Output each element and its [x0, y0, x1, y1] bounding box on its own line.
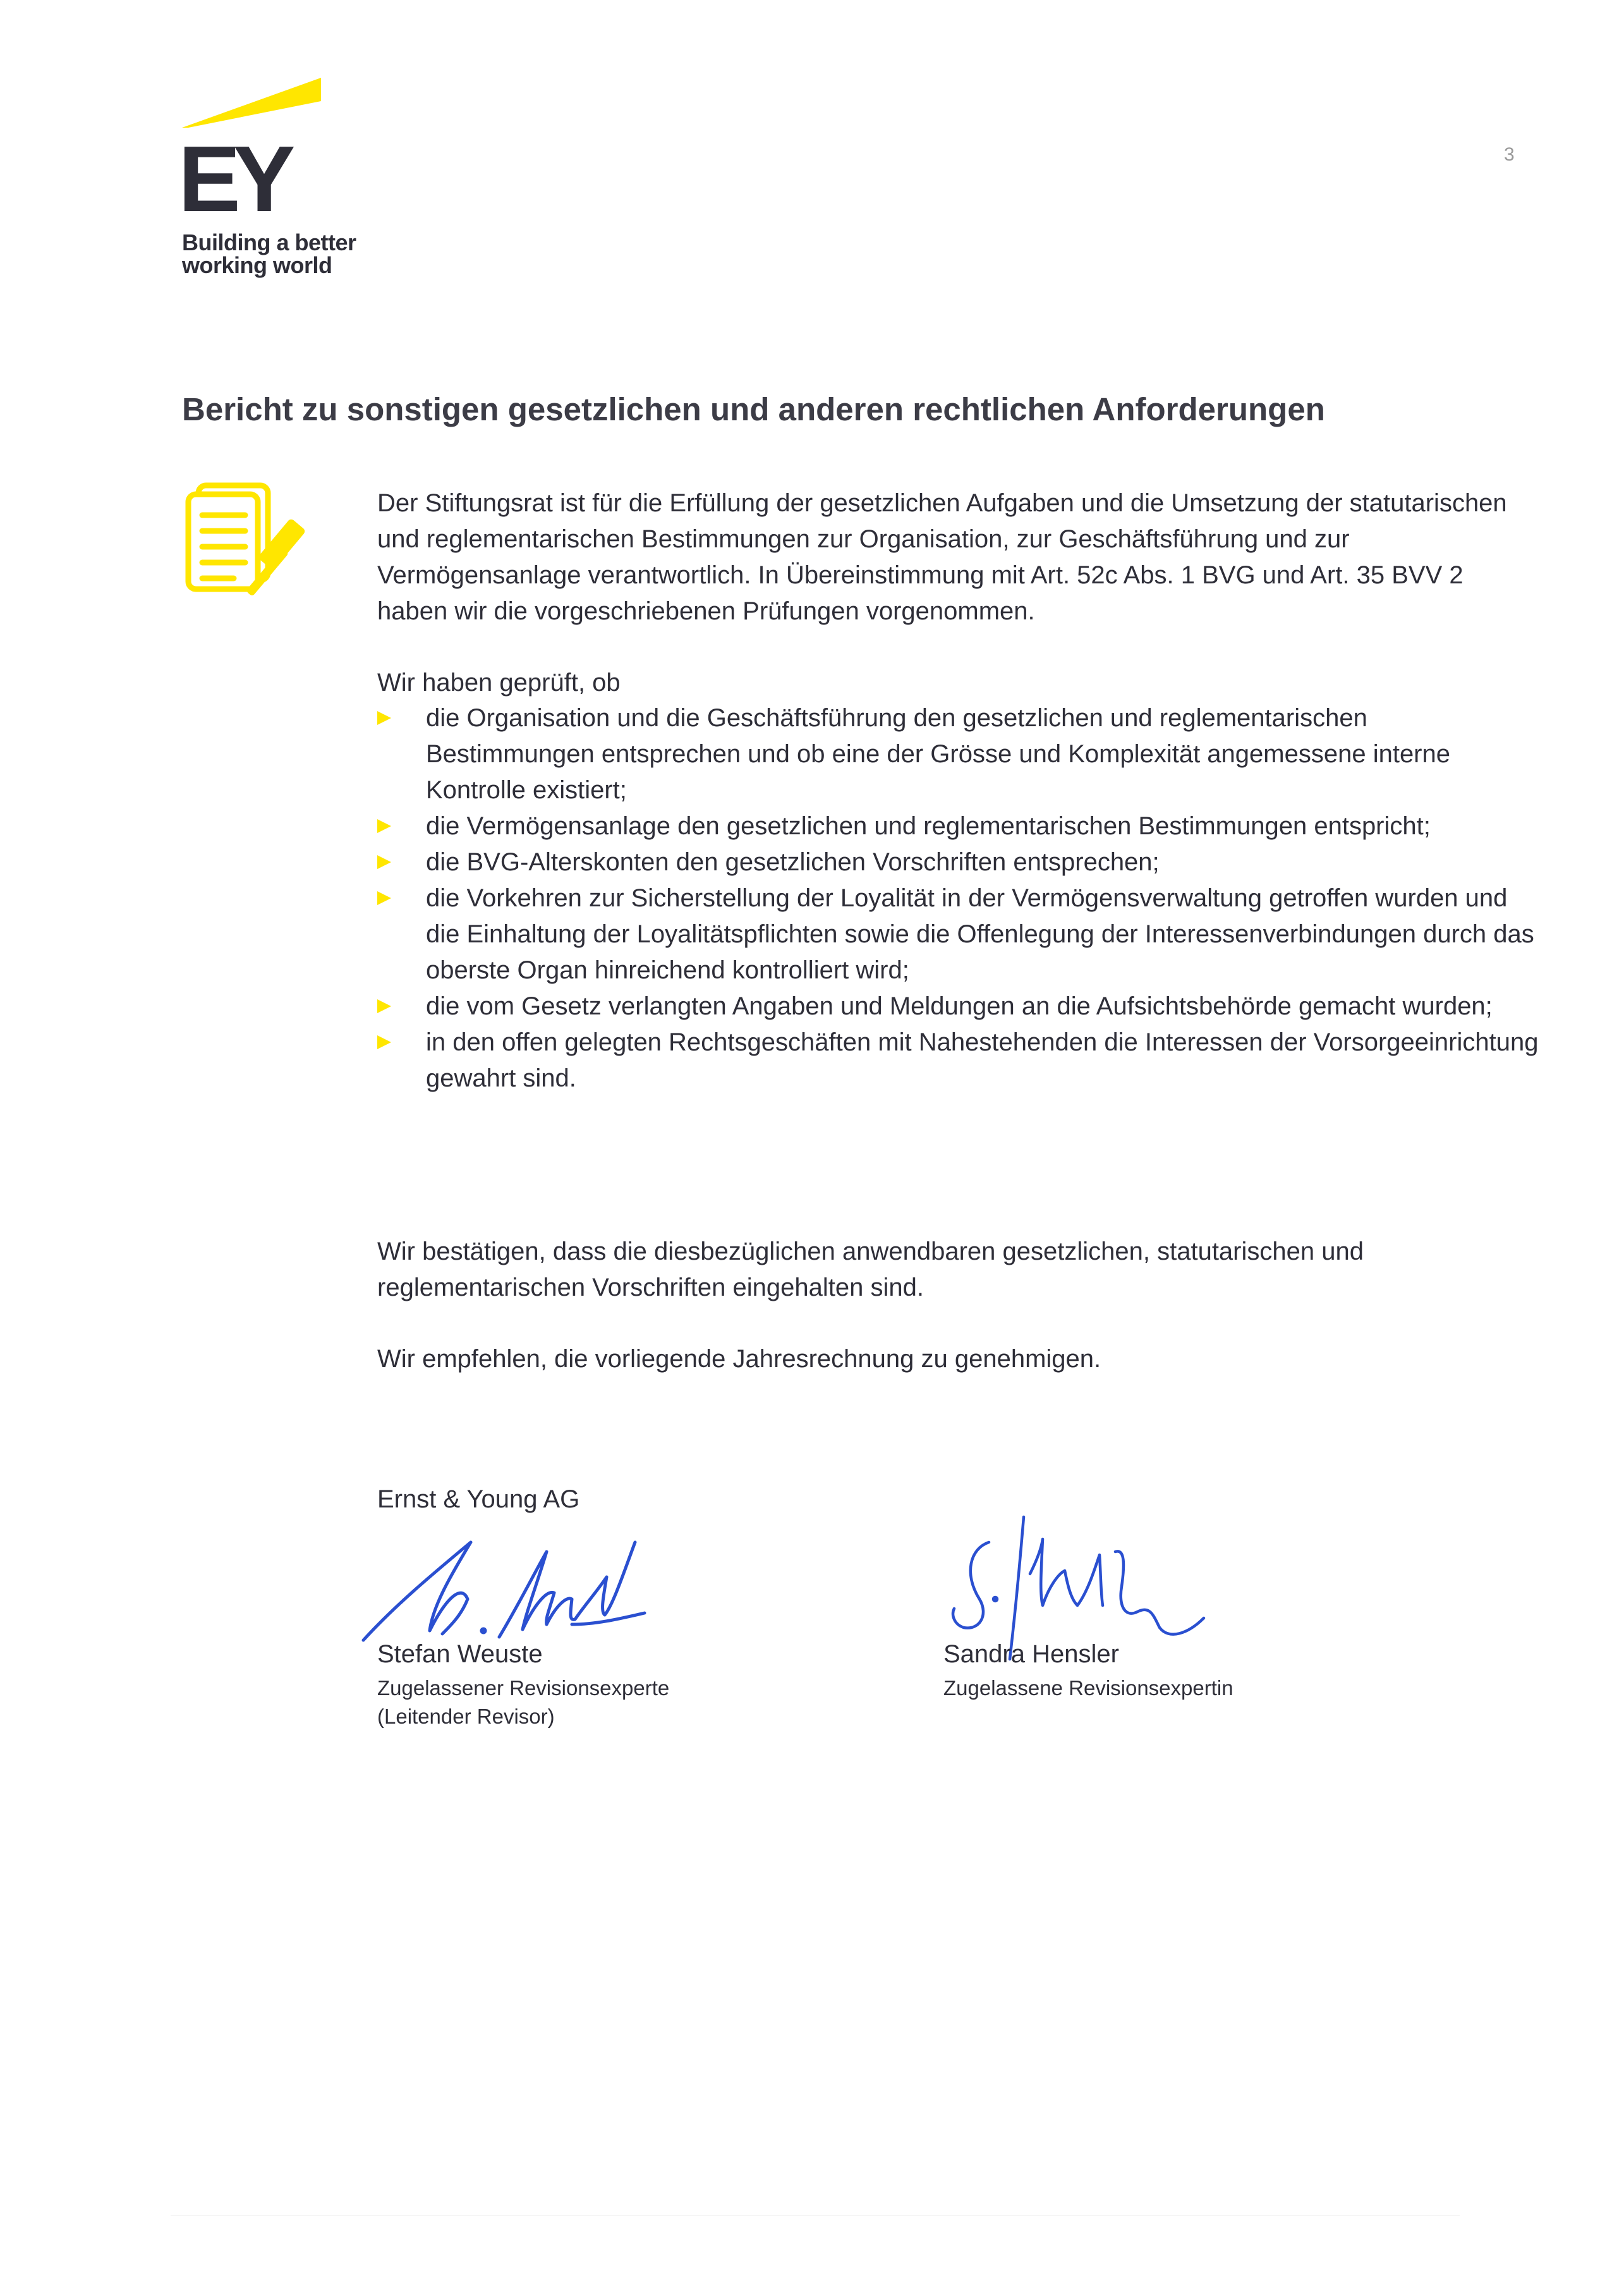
list-item — [377, 808, 1540, 844]
list-item-text: die Vermögensanlage den gesetzlichen und reglementarischen Bestimmungen entspricht; — [426, 812, 1431, 840]
checklist-intro: Wir haben geprüft, ob — [377, 669, 621, 697]
signer2-name: Sandra Hensler — [943, 1640, 1119, 1668]
bullet-triangle-icon — [377, 855, 391, 869]
bullet-triangle-icon — [377, 1035, 391, 1049]
logo-tagline-line1: Building a better — [182, 229, 356, 255]
list-item — [377, 700, 1540, 808]
list-item — [377, 1025, 1540, 1097]
bullet-triangle-icon — [377, 999, 391, 1013]
list-item — [377, 989, 1540, 1025]
audit-checklist — [377, 700, 1540, 1097]
list-item-text: die BVG-Alterskonten den gesetzlichen Vorschriften entsprechen; — [426, 848, 1160, 876]
bullet-triangle-icon — [377, 891, 391, 905]
bullet-triangle-icon — [377, 819, 391, 833]
list-item-text: die vom Gesetz verlangten Angaben und Meldungen an die Aufsichtsbehörde gemacht wurden; — [426, 992, 1493, 1020]
signer1-role-note: (Leitender Revisor) — [377, 1705, 555, 1728]
logo-tagline-line2: working world — [182, 252, 332, 278]
ey-logo: EY — [178, 127, 288, 231]
footer-divider — [171, 2215, 1460, 2216]
confirmation-paragraph: Wir bestätigen, dass die diesbezüglichen anwendbaren gesetzlichen, statutarischen und reglementarischen Vorschriften eingehalten sind. — [377, 1238, 1364, 1301]
recommendation-paragraph: Wir empfehlen, die vorliegende Jahresrechnung zu genehmigen. — [377, 1345, 1101, 1373]
signer2-role: Zugelassene Revisionsexpertin — [943, 1676, 1233, 1700]
list-item — [377, 880, 1540, 989]
signer1-role: Zugelassener Revisionsexperte — [377, 1676, 670, 1700]
page-title: Bericht zu sonstigen gesetzlichen und anderen rechtlichen Anforderungen — [182, 391, 1325, 427]
ey-logo-beam — [182, 75, 321, 128]
signature-sandra-hensler — [935, 1504, 1207, 1662]
signer1-name: Stefan Weuste — [377, 1640, 543, 1668]
list-item-text: die Organisation und die Geschäftsführung den gesetzlichen und reglementarischen Bestimmungen entsprechen und ob eine der Grösse und Komplexität angemessene interne Kontrolle existiert; — [426, 704, 1450, 804]
document-gavel-icon — [177, 480, 316, 607]
firm-name: Ernst & Young AG — [377, 1485, 580, 1513]
intro-paragraph: Der Stiftungsrat ist für die Erfüllung der gesetzlichen Aufgaben und die Umsetzung der statutarischen und reglementarischen Bestimmungen zur Organisation, zur Geschäftsführung und zur Vermögensanlage verantwortlich. In Übereinstimmung mit Art. 52c Abs. 1 BVG und Art. 35 BVV 2 haben wir die vorgeschriebenen Prüfungen vorgenommen. — [377, 489, 1507, 625]
list-item — [377, 844, 1540, 880]
list-item-text: in den offen gelegten Rechtsgeschäften mit Nahestehenden die Interessen der Vorsorgeeinrichtung gewahrt sind. — [426, 1028, 1539, 1092]
signature-stefan-weuste — [357, 1530, 648, 1650]
bullet-triangle-icon — [377, 711, 391, 725]
page-number: 3 — [1504, 144, 1515, 165]
list-item-text: die Vorkehren zur Sicherstellung der Loyalität in der Vermögensverwaltung getroffen wurden und die Einhaltung der Loyalitätspflichten sowie die Offenlegung der Interessenverbindungen durch das oberste Organ hinreichend kontrolliert wird; — [426, 884, 1534, 984]
